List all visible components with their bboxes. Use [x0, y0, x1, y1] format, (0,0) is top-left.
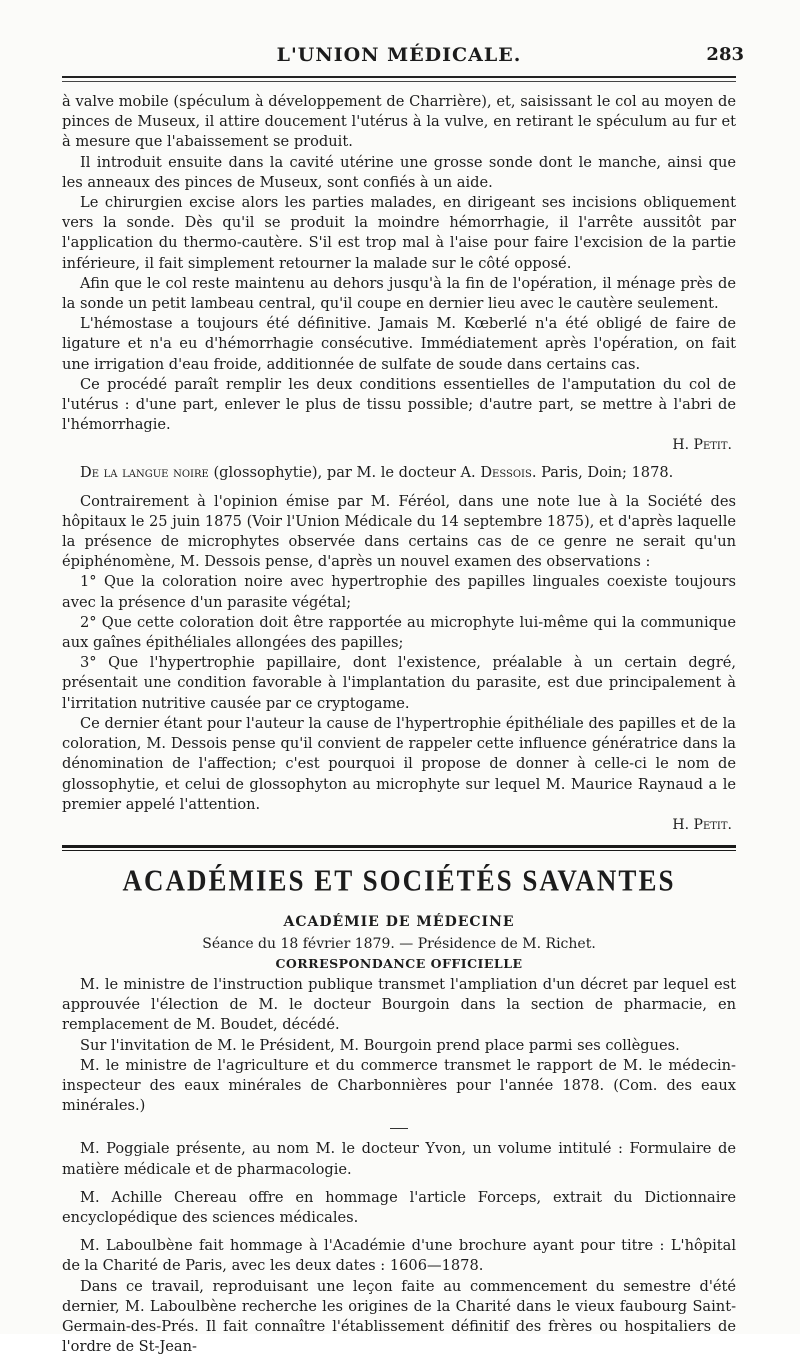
page-number: 283	[706, 44, 744, 65]
paragraph: Ce dernier étant pour l'auteur la cause de l'hypertrophie épithéliale des papilles et de la coloration, M. Dessois pense qu'il convient de rappeler cette influence génératrice dans la dénomination de l'affection; c'est pourquoi il propose de donner à celle-ci le nom de glossophytie, et celui de glossophyton au microphyte sur lequel M. Maurice Raynaud a le premier appelé l'attention.	[62, 714, 736, 813]
session-line: Séance du 18 février 1879. — Présidence de M. Richet.	[202, 935, 596, 952]
academy-heading: ACADÉMIE DE MÉDECINE	[283, 913, 515, 930]
section-divider	[62, 845, 736, 851]
paragraph: Sur l'invitation de M. le Président, M. Bourgoin prend place parmi ses collègues.	[80, 1036, 680, 1054]
paragraph: M. Achille Chereau offre en hommage l'article Forceps, extrait du Dictionnaire encyclopédique des sciences médicales.	[62, 1188, 736, 1226]
book-subtitle: (glossophytie), par M. le docteur A.	[208, 464, 481, 482]
book-publisher: . Paris, Doin; 1878.	[531, 464, 674, 482]
paragraph: Le chirurgien excise alors les parties malades, en dirigeant ses incisions obliquement vers la sonde. Dès qu'il se produit la moindre hémorrhagie, il l'arrête aussitôt par l'application du thermo-cautère. S'il est trop mal à l'aise pour faire l'excision de la partie inférieure, il fait simplement retourner la malade sur le côté opposé.	[62, 194, 736, 272]
section-title: ACADÉMIES ET SOCIÉTÉS SAVANTES	[122, 862, 676, 898]
paragraph: M. le ministre de l'agriculture et du commerce transmet le rapport de M. le médecin-inspecteur des eaux minérales de Charbonnières pour l'année 1878. (Com. des eaux minérales.)	[62, 1056, 736, 1115]
short-divider	[390, 1128, 408, 1129]
paragraph: M. Poggiale présente, au nom M. le docteur Yvon, un volume intitulé : Formulaire de matière médicale et de pharmacologie.	[62, 1140, 736, 1178]
correspondance-heading: CORRESPONDANCE OFFICIELLE	[275, 955, 523, 971]
paragraph: Dans ce travail, reproduisant une leçon faite au commencement du semestre d'été dernier, M. Laboulbène recherche les origines de la Charité dans le vieux faubourg Saint-Germain-des-Prés. Il fait connaître l'établissement définitif des frères ou hospitaliers de l'ordre de St-Jean-	[62, 1277, 736, 1356]
paragraph: M. le ministre de l'instruction publique transmet l'ampliation d'un décret par lequel est approuvée l'élection de M. le docteur Bourgoin dans la section de pharmacie, en remplacement de M. Boudet, décédé.	[62, 975, 736, 1034]
header-rule	[62, 76, 736, 78]
article-amputation	[62, 92, 736, 455]
paragraph: Ce procédé paraît remplir les deux conditions essentielles de l'amputation du col de l'utérus : d'une part, enlever le plus de tissu possible; d'autre part, se mettre à l'abri de l'hémorrhagie.	[62, 375, 736, 434]
paragraph: 1° Que la coloration noire avec hypertrophie des papilles linguales coexiste toujours avec la présence d'un parasite végétal;	[62, 573, 736, 611]
paragraph: 3° Que l'hypertrophie papillaire, dont l'existence, préalable à un certain degré, présentait une condition favorable à l'implantation du parasite, est due principalement à l'irritation nutritive causée par ce cryptogame.	[62, 654, 736, 712]
paragraph: à valve mobile (spéculum à développement de Charrière), et, saisissant le col au moyen de pinces de Museux, il attire doucement l'utérus à la vulve, en retirant le spéculum au fur et à mesure que l'abaissement se produit.	[62, 93, 736, 151]
paragraph: Il introduit ensuite dans la cavité utérine une grosse sonde dont le manche, ainsi que les anneaux des pinces de Museux, sont confiés à un aide.	[62, 153, 736, 191]
paragraph: M. Laboulbène fait hommage à l'Académie d'une brochure ayant pour titre : L'hôpital de la Charité de Paris, avec les deux dates : 1606—1878.	[62, 1237, 736, 1275]
paragraph: Contrairement à l'opinion émise par M. Féréol, dans une note lue à la Société des hôpitaux le 25 juin 1875 (Voir l'Union Médicale du 14 septembre 1875), et d'après laquelle la présence de microphytes observée dans certains cas de ce genre ne serait qu'un épiphénomène, M. Dessois pense, d'après un nouvel examen des observations :	[62, 492, 736, 571]
paragraph: Afin que le col reste maintenu au dehors jusqu'à la fin de l'opération, il ménage près de la sonde un petit lambeau central, qu'il coupe en dernier lieu avec le cautère seulement.	[62, 274, 736, 313]
paragraph: L'hémostase a toujours été définitive. Jamais M. Kœberlé n'a été obligé de faire de ligature et n'a eu d'hémorrhagie consécutive. Immédiatement après l'opération, on fait une irrigation d'eau froide, additionnée de sulfate de soude dans certains cas.	[62, 315, 736, 373]
book-reference	[62, 463, 736, 483]
author-signature: H. Petit.	[672, 816, 732, 833]
book-author: Dessois	[480, 464, 532, 482]
paragraph: 2° Que cette coloration doit être rapportée au microphyte lui-même qui la communique aux gaînes épithéliales allongées des papilles;	[62, 613, 736, 652]
book-title: De la langue noire	[80, 464, 209, 482]
header-rule-thin	[62, 81, 736, 82]
running-title: L'UNION MÉDICALE.	[276, 44, 522, 66]
author-signature: H. Petit.	[672, 437, 732, 454]
article-langue-noire	[62, 463, 736, 834]
page-header	[62, 30, 744, 66]
section-academies	[62, 862, 736, 1357]
